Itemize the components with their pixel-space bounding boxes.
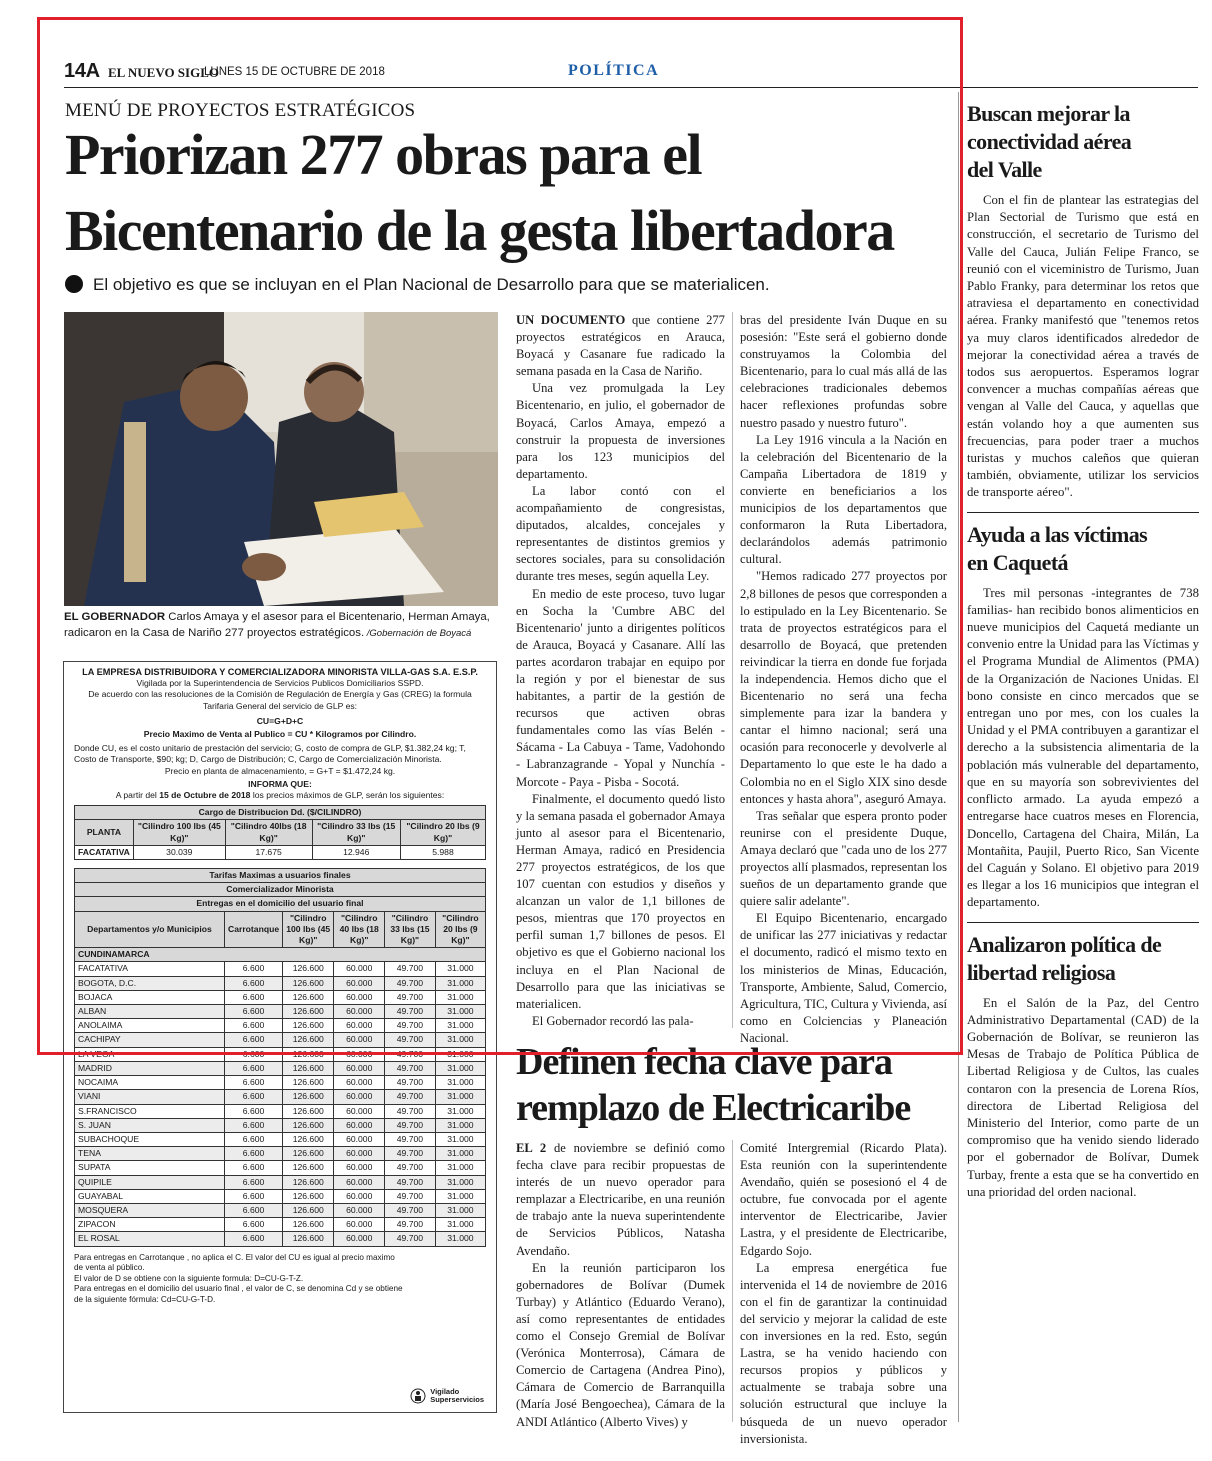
main-headline-line1: Priorizan 277 obras para el: [65, 122, 702, 187]
table-cell: 126.600: [283, 1232, 334, 1246]
story2-headline-line2: remplazo de Electricaribe: [516, 1087, 911, 1129]
table-cell: 49.700: [385, 1033, 436, 1047]
table-cell: 6.600: [225, 1189, 283, 1203]
table-row: [75, 1104, 486, 1118]
table-cell: VIANI: [75, 1090, 225, 1104]
final-tariff-table: [74, 868, 486, 1246]
table-cell: 6.600: [225, 1132, 283, 1146]
table-cell: 60.000: [334, 1019, 385, 1033]
t1-cell: FACATATIVA: [75, 845, 134, 859]
table-cell: 126.600: [283, 1033, 334, 1047]
table-cell: 6.600: [225, 962, 283, 976]
table-cell: 31.000: [435, 1061, 485, 1075]
table-cell: SUBACHOQUE: [75, 1132, 225, 1146]
table-cell: 60.000: [334, 1118, 385, 1132]
table-row: [75, 1061, 486, 1075]
story2-p2: En la reunión participaron los gobernadores de Bolívar (Dumek Turbay) y Atlántico (Eduardo Verano), así como representantes de entidades como el Consejo Gremial de Bolívar (Verónica Monterrosa), Cámara de Comercio de Cartagena (Andrea Pino), Cámara de Comercio de Barranquilla (María José Bengoechea), Cámara de la ANDI Atlántico (Alberto Vives) y: [516, 1260, 725, 1429]
photo-illustration: [64, 312, 498, 606]
sidebar-divider: [958, 92, 959, 1422]
col2-p2: La Ley 1916 vincula a la Nación en la celebración del Bicentenario de la Campaña Libertadora de 1819 y convierte en beneficiarios a los municipios de los departamentos que conformaron la Ruta Libertadora, declarándolos además patrimonio cultural.: [740, 432, 947, 567]
table-cell: 60.000: [334, 1076, 385, 1090]
table-cell: 49.700: [385, 1161, 436, 1175]
table-cell: 31.000: [435, 1161, 485, 1175]
col2-p1: bras del presidente Iván Duque en su posesión: "Este será el gobierno donde construyamos la Colombia del Bicentenario, para lo cual más allá de las celebraciones tradicionales debemos hacer reflexiones profundas sobre nuestro pasado y nuestro futuro".: [740, 313, 947, 430]
t1-cell: 30.039: [133, 845, 225, 859]
table-cell: 6.600: [225, 1033, 283, 1047]
table-cell: 126.600: [283, 1175, 334, 1189]
table-row: [75, 1161, 486, 1175]
table-cell: 31.000: [435, 1005, 485, 1019]
table-cell: 31.000: [435, 1118, 485, 1132]
table-cell: GUAYABAL: [75, 1189, 225, 1203]
table-cell: 31.000: [435, 1232, 485, 1246]
story2-col2: [740, 1140, 947, 1448]
table-cell: 126.600: [283, 1161, 334, 1175]
table-cell: 49.700: [385, 1005, 436, 1019]
kicker: MENÚ DE PROYECTOS ESTRATÉGICOS: [65, 100, 416, 121]
t1-cell: 17.675: [225, 845, 312, 859]
table-cell: 60.000: [334, 1047, 385, 1061]
distribution-table: [74, 805, 486, 860]
table-cell: MADRID: [75, 1061, 225, 1075]
table-cell: 31.000: [435, 1218, 485, 1232]
table-cell: 60.000: [334, 962, 385, 976]
table-cell: 49.700: [385, 1189, 436, 1203]
subtitle-text: El objetivo es que se incluyan en el Plan Nacional de Desarrollo para que se materialicen.: [93, 275, 770, 294]
table-cell: QUIPILE: [75, 1175, 225, 1189]
ad-donde: Donde CU, es el costo unitario de prestación del servicio; G, costo de compra de GLP, $1.382,24 kg; T, Costo de Transporte, $90; kg; D, Cargo de Distribución; C, Cargo de Comercialización Minorista.: [74, 743, 466, 765]
side-story3-p: En el Salón de la Paz, del Centro Administrativo Departamental (CAD) de la Gobernación de Bolívar, se reunieron las Mesas de Trabajo de Política Pública de Libertad Religiosa y de Cultos, las cuales contaron con la presencia de Lorena Ríos, directora de Libertad Religiosa del Ministerio del Interior, como parte de un compromiso que ha venido siendo liderado por el gobernador de Bolívar, Dumek Turbay, frente a esta que se ha convertido en una prioridad del orden nacional.: [967, 995, 1199, 1199]
logo-text2: Superservicios: [430, 1395, 484, 1404]
table-cell: NOCAIMA: [75, 1076, 225, 1090]
ad-partir: [74, 790, 486, 801]
issue-date: LUNES 15 DE OCTUBRE DE 2018: [204, 66, 385, 78]
t1-header-cell: "Cilindro 20 lbs (9 Kg)": [400, 820, 485, 845]
table-row: [75, 1005, 486, 1019]
table-cell: 6.600: [225, 1203, 283, 1217]
col-divider: [732, 312, 733, 1028]
col1-lead: UN DOCUMENTO: [516, 313, 626, 327]
t2-group: CUNDINAMARCA: [75, 948, 486, 962]
table-cell: 60.000: [334, 990, 385, 1004]
table-cell: 49.700: [385, 1061, 436, 1075]
table-cell: 49.700: [385, 1047, 436, 1061]
t2-header-cell: Carrotanque: [225, 911, 283, 948]
table-cell: EL ROSAL: [75, 1232, 225, 1246]
table-cell: 60.000: [334, 1132, 385, 1146]
table-cell: 31.000: [435, 1019, 485, 1033]
table-cell: 60.000: [334, 976, 385, 990]
main-article-col2: [740, 312, 947, 1047]
side-story2-text: [967, 585, 1199, 912]
table-cell: ANOLAIMA: [75, 1019, 225, 1033]
col1-p3: La labor contó con el acompañamiento de congresistas, diputados, alcaldes, concejales y representantes de distintos gremios y sectores sociales, para su consolidación durante tres meses, según aquella Ley.: [516, 483, 725, 584]
table-cell: 31.000: [435, 1147, 485, 1161]
t2-title2: Comercializador Minorista: [75, 883, 486, 897]
table-cell: 31.000: [435, 1175, 485, 1189]
table-cell: CACHIPAY: [75, 1033, 225, 1047]
table-cell: 6.600: [225, 1118, 283, 1132]
gas-tariff-ad: [63, 661, 497, 1413]
table-cell: SUPATA: [75, 1161, 225, 1175]
table-cell: FACATATIVA: [75, 962, 225, 976]
table-cell: 49.700: [385, 1104, 436, 1118]
table-cell: 49.700: [385, 976, 436, 990]
table-row: [75, 1132, 486, 1146]
ad-precio-planta: Precio en planta de almacenamiento, = G+T = $1.472,24 kg.: [164, 765, 396, 776]
t1-cell: 5.988: [400, 845, 485, 859]
table-cell: 6.600: [225, 1104, 283, 1118]
photo: [64, 312, 498, 606]
table-cell: 49.700: [385, 962, 436, 976]
table-cell: MOSQUERA: [75, 1203, 225, 1217]
ad-precio-max: Precio Maximo de Venta al Publico = CU * Kilogramos por Cilindro.: [143, 729, 417, 740]
table-row: [75, 1232, 486, 1246]
bullet-icon: [65, 275, 83, 293]
sidebar: [967, 100, 1199, 1201]
t2-header-cell: "Cilindro 33 lbs (15 Kg)": [385, 911, 436, 948]
table-cell: LA VEGA: [75, 1047, 225, 1061]
side-story1-p: Con el fin de plantear las estrategias del Plan Sectorial de Turismo que está en construcción, el secretario de Turismo del Valle del Cauca, Julián Felipe Franco, se reunió con el viceministro de Turismo, Juan Pablo Franky, para determinar los retos que atraviesa el departamento en conectividad aérea. Franky manifestó que "tenemos retos ya muy claros identificados alrededor de mejorar la conectividad aérea a través de todos sus aeropuertos. Esperamos lograr convencer a muchas compañías aéreas que vengan al Valle del Cauca, y aquellas que están volando hoy a que aumenten sus frecuencias, para poder traer a muchos turistas y muchos caleños que quieran también, obviamente, utilizar los servicios de transporte aéreo".: [967, 193, 1199, 500]
t2-header-cell: "Cilindro 100 lbs (45 Kg)": [283, 911, 334, 948]
table-row: [75, 962, 486, 976]
table-cell: ALBAN: [75, 1005, 225, 1019]
table-cell: 6.600: [225, 1090, 283, 1104]
table-cell: 49.700: [385, 1175, 436, 1189]
table-cell: 60.000: [334, 1161, 385, 1175]
table-cell: 31.000: [435, 1033, 485, 1047]
story2-lead: EL 2: [516, 1141, 547, 1155]
table-row: [75, 1175, 486, 1189]
main-article-col1: [516, 312, 725, 1030]
col2-p3: "Hemos radicado 277 proyectos por 2,8 billones de pesos que corresponden a lo estipulado en la Ley Bicentenario. Se trata de proyectos estratégicos para el desarrollo de Boyacá, que pretenden reivindicar la tierra en donde fue forjada la independencia. Hemos dicho que el Bicentenario no será una fecha simplemente para izar la bandera y cantar el himno nacional; será una ocasión para reconocerle y devolverle al Departamento lo que este le ha dado a Colombia no en el Siglo XIX sino desde entonces y hasta ahora", aseguró Amaya.: [740, 569, 947, 806]
caption-lead: EL GOBERNADOR: [64, 611, 166, 623]
t2-header-cell: "Cilindro 40 lbs (18 Kg)": [334, 911, 385, 948]
t1-cell: 12.946: [312, 845, 400, 859]
table-cell: 126.600: [283, 1147, 334, 1161]
header-rule: [64, 87, 1198, 88]
table-cell: 126.600: [283, 990, 334, 1004]
table-cell: 60.000: [334, 1203, 385, 1217]
table-row: [75, 990, 486, 1004]
table-cell: 60.000: [334, 1090, 385, 1104]
ad-note3: Para entregas en el domicilio del usuario final , el valor de C, se denomina Cd y se obtiene de la siguiente fórmula: Cd=CU-G-T-D.: [74, 1284, 403, 1304]
table-cell: 31.000: [435, 962, 485, 976]
table-cell: 49.700: [385, 1076, 436, 1090]
side-story2-title: Ayuda a las víctimas en Caquetá: [967, 521, 1148, 575]
table-cell: 126.600: [283, 962, 334, 976]
table-cell: 31.000: [435, 1203, 485, 1217]
table-cell: TENA: [75, 1147, 225, 1161]
table-row: [75, 1033, 486, 1047]
table-cell: 6.600: [225, 1005, 283, 1019]
col2-p4: Tras señalar que espera pronto poder reunirse con el presidente Duque, Amaya declaró que "cada uno de los 277 proyectos allí plasmados, representan los sueños de un departamento grande que quiere salir adelante".: [740, 808, 947, 909]
table-cell: 49.700: [385, 1218, 436, 1232]
ad-note1: Para entregas en Carrotanque , no aplica el C. El valor del CU es igual al precio maximo de venta al público.: [74, 1252, 395, 1273]
table-cell: 49.700: [385, 1118, 436, 1132]
superservicios-icon: [410, 1388, 426, 1404]
side-rule2: [967, 922, 1199, 923]
logo-text1: Vigilado: [430, 1387, 460, 1396]
table-cell: 126.600: [283, 1005, 334, 1019]
table-cell: 49.700: [385, 1203, 436, 1217]
page-header: [64, 60, 954, 86]
newspaper-name: EL NUEVO SIGLO: [108, 65, 219, 80]
table-cell: 126.600: [283, 1118, 334, 1132]
ad-partir-b: los precios máximos de GLP, serán los siguientes:: [250, 790, 445, 801]
t2-title1: Tarifas Maximas a usuarios finales: [75, 869, 486, 883]
ad-note2: El valor de D se obtiene con la siguiente formula: D=CU-G-T-Z.: [74, 1273, 304, 1283]
caption-credit: /Gobernación de Boyacá: [364, 627, 472, 639]
col1-p1: que contiene 277 proyectos estratégicos en Arauca, Boyacá y Casanare fue radicado la semana pasada en la Casa de Nariño.: [516, 313, 725, 379]
table-cell: 49.700: [385, 1090, 436, 1104]
table-cell: 31.000: [435, 976, 485, 990]
table-row: [75, 1090, 486, 1104]
table-cell: 60.000: [334, 1005, 385, 1019]
story2-headline-line1: Definen fecha clave para: [516, 1041, 892, 1083]
ad-informa: INFORMA QUE:: [248, 778, 312, 789]
table-cell: 60.000: [334, 1175, 385, 1189]
side-story3-text: [967, 995, 1199, 1201]
story2-p4: La empresa energética fue intervenida el 14 de noviembre de 2016 con el fin de garantizar la continuidad del servicio y mejorar la calidad de este con inversiones en la red. Esto, según Lastra, se ha venido haciendo con recursos propios y públicos y actualmente se trabaja sobre una solución estructural que incluye la búsqueda de un nuevo operador inversionista.: [740, 1260, 947, 1446]
table-cell: 6.600: [225, 1161, 283, 1175]
table-row: [75, 1147, 486, 1161]
table-row: [75, 1203, 486, 1217]
table-cell: 126.600: [283, 1019, 334, 1033]
table-cell: 49.700: [385, 990, 436, 1004]
table-row: [75, 1076, 486, 1090]
t2-title3: Entregas en el domicilio del usuario final: [75, 897, 486, 911]
table-cell: BOGOTA, D.C.: [75, 976, 225, 990]
side-story2-p: Tres mil personas -integrantes de 738 familias- han recibido bonos alimenticios en nueve municipios del Caquetá mediante un convenio entre la Unidad para las Víctimas y el Programa Mundial de Alimentos (PMA) de la Organización de Naciones Unidas. El bono consiste en cinco mercados que se entregan uno por mes, con los cuales la Unidad y el PMA contribuyen a garantizar el derecho a la subsistencia alimentaria de la población más vulnerable del departamento, que en su mayoría son sobrevivientes del conflicto armado. La ayuda empezó a entregarse hace cuatros meses en Florencia, Doncello, Cartagena del Chaira, Milán, La Montañita, Paujil, Puerto Rico, San Vicente del Caguán y Solano. El objetivo para 2019 es llegar a los 16 municipios que integran el departamento.: [967, 585, 1199, 910]
t1-header-cell: PLANTA: [75, 820, 134, 845]
table-row: [75, 1189, 486, 1203]
table-cell: 49.700: [385, 1147, 436, 1161]
photo-caption: [64, 610, 498, 641]
col1-p4: En medio de este proceso, tuvo lugar en Socha la 'Cumbre ABC del Bicentenario' junto a dirigentes políticos de Arauca, Boyacá y Casanare. Allí las partes acordaron trabajar en equipo por la región y por el bienestar de sus habitantes, a partir de la gestión de recursos que activen obras fundamentales como las vías Belén - Sácama - La Cabuya - Tame, Vadohondo - Labranzagrande - Yopal y Nunchía - Morcote - Paya - Pisba - Socotá.: [516, 586, 725, 789]
table-cell: 126.600: [283, 1090, 334, 1104]
table-cell: 126.600: [283, 1132, 334, 1146]
ad-notes: [74, 1253, 404, 1306]
table-cell: 6.600: [225, 1019, 283, 1033]
table-cell: 6.600: [225, 1175, 283, 1189]
table-row: [75, 1019, 486, 1033]
t1-title: Cargo de Distribucion Dd. ($/CILINDRO): [75, 806, 486, 820]
table-cell: 6.600: [225, 990, 283, 1004]
table-cell: 6.600: [225, 1061, 283, 1075]
table-row: [75, 1118, 486, 1132]
col1-p6: El Gobernador recordó las pala-: [532, 1013, 694, 1028]
section-name: POLÍTICA: [568, 62, 660, 79]
table-cell: 126.600: [283, 1061, 334, 1075]
table-cell: S.FRANCISCO: [75, 1104, 225, 1118]
table-cell: 126.600: [283, 1189, 334, 1203]
table-row: [75, 1218, 486, 1232]
table-cell: 6.600: [225, 976, 283, 990]
ad-company: LA EMPRESA DISTRIBUIDORA Y COMERCIALIZADORA MINORISTA VILLA-GAS S.A. E.S.P.: [82, 667, 478, 677]
table-cell: 126.600: [283, 1203, 334, 1217]
table-cell: 126.600: [283, 1047, 334, 1061]
table-row: [75, 976, 486, 990]
caption-text: Carlos Amaya y el asesor para el Bicentenario, Herman Amaya, radicaron en la Casa de Nariño 277 proyectos estratégicos.: [64, 611, 490, 639]
table-row: [75, 1047, 486, 1061]
ad-partir-a: A partir del: [115, 790, 160, 801]
story2-col1: [516, 1140, 725, 1431]
ad-intro: De acuerdo con las resoluciones de la Comisión de Regulación de Energía y Gas (CREG) la formula Tarifaria General del servicio de GLP es:: [88, 689, 472, 711]
table-cell: S. JUAN: [75, 1118, 225, 1132]
page-number: 14A: [64, 60, 100, 82]
story2-divider: [732, 1140, 733, 1422]
main-headline-line2: Bicentenario de la gesta libertadora: [65, 198, 894, 263]
t1-header-cell: "Cilindro 33 lbs (15 Kg)": [312, 820, 400, 845]
ad-formula: CU=G+D+C: [256, 715, 304, 726]
table-cell: 60.000: [334, 1104, 385, 1118]
col1-p2: Una vez promulgada la Ley Bicentenario, en julio, el gobernador de Boyacá, Carlos Amaya, empezó a construir la propuesta de inversiones para los 123 municipios del departamento.: [516, 381, 725, 481]
side-story3-title: Analizaron política de libertad religiosa: [967, 931, 1162, 985]
superservicios-logo: [410, 1388, 484, 1404]
table-cell: 60.000: [334, 1147, 385, 1161]
t1-header-cell: "Cilindro 100 lbs (45 Kg)": [133, 820, 225, 845]
table-cell: 126.600: [283, 1104, 334, 1118]
table-cell: 31.000: [435, 990, 485, 1004]
side-rule1: [967, 512, 1199, 513]
table-cell: 49.700: [385, 1019, 436, 1033]
table-cell: 6.600: [225, 1232, 283, 1246]
table-cell: 49.700: [385, 1232, 436, 1246]
t1-header-cell: "Cilindro 40lbs (18 Kg)": [225, 820, 312, 845]
table-cell: 31.000: [435, 1104, 485, 1118]
table-cell: 6.600: [225, 1147, 283, 1161]
table-cell: 31.000: [435, 1189, 485, 1203]
col2-p5: El Equipo Bicentenario, encargado de unificar las 277 iniciativas y redactar el documento, radicó el mismo texto en los ministerios de Minas, Educación, Transporte, Ambiente, Salud, Comercio, Agricultura, TIC, Cultura y Vivienda, así como en Colciencias y Planeación Nacional.: [740, 911, 947, 1045]
table-cell: 31.000: [435, 1132, 485, 1146]
side-story1-title: Buscan mejorar la conectividad aérea del Valle: [967, 101, 1132, 182]
table-cell: 31.000: [435, 1090, 485, 1104]
table-cell: 49.700: [385, 1132, 436, 1146]
table-cell: 126.600: [283, 976, 334, 990]
table-cell: BOJACA: [75, 990, 225, 1004]
table-cell: 60.000: [334, 1232, 385, 1246]
ad-partir-fecha: 15 de Octubre de 2018: [159, 790, 251, 801]
col1-p5: Finalmente, el documento quedó listo y la semana pasada el gobernador Amaya junto al asesor para el Bicentenario, Herman Amaya, radicó en Presidencia 277 proyectos estratégicos, de los que 107 cuentan con estudios y diseños y alcanzan un valor de 1,1 billones de pesos, mientras que 170 proyectos en perfil suman 1,7 billones de pesos. El objetivo es que el Gobierno nacional los incluya en el Plan Nacional de Desarrollo para que las iniciativas se materialicen.: [516, 791, 725, 1011]
t2-header-cell: "Cilindro 20 lbs (9 Kg)": [435, 911, 485, 948]
t2-header-cell: Departamentos y/o Municipios: [75, 911, 225, 948]
story2-p1: de noviembre se definió como fecha clave para recibir propuestas de interés de un nuevo operador para remplazar a Electricaribe, en una reunión de trabajo ante la nueva superintendente de Servicios Públicos, Natasha Avendaño.: [516, 1141, 725, 1258]
table-cell: 126.600: [283, 1218, 334, 1232]
table-cell: 60.000: [334, 1218, 385, 1232]
table-cell: 6.600: [225, 1076, 283, 1090]
story2-p3: Comité Intergremial (Ricardo Plata). Esta reunión con la superintendente Avendaño, quién se posesionó el 4 de octubre, fue convocada por el agente interventor de Electricaribe, Javier Lastra, y el presidente de Electricaribe, Edgardo Sojo.: [740, 1141, 947, 1258]
table-cell: 126.600: [283, 1076, 334, 1090]
table-cell: 60.000: [334, 1033, 385, 1047]
table-cell: 31.000: [435, 1047, 485, 1061]
side-story1-text: [967, 192, 1199, 502]
subtitle: [65, 275, 945, 295]
table-cell: 60.000: [334, 1189, 385, 1203]
table-cell: 6.600: [225, 1218, 283, 1232]
table-cell: 31.000: [435, 1076, 485, 1090]
table-cell: 60.000: [334, 1061, 385, 1075]
table-cell: ZIPACON: [75, 1218, 225, 1232]
ad-vigilada: Vigilada por la Superintendencia de Servicios Publicos Domiciliarios SSPD.: [136, 678, 424, 689]
table-cell: 6.600: [225, 1047, 283, 1061]
